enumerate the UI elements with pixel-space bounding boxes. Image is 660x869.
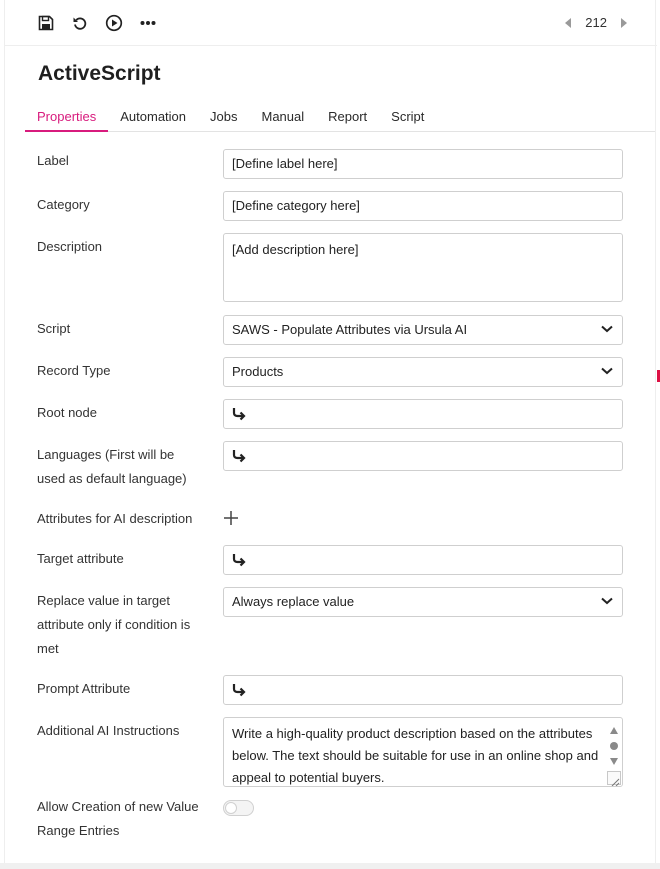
link-arrow-icon	[232, 553, 246, 567]
link-arrow-icon	[232, 407, 246, 421]
languages-label-line2: used as default language)	[37, 471, 187, 486]
editor-panel	[4, 0, 656, 863]
record-type-field-label: Record Type	[37, 363, 111, 378]
allow-creation-toggle[interactable]	[223, 800, 254, 816]
root-node-field-label: Root node	[37, 405, 97, 420]
undo-icon[interactable]	[69, 12, 91, 34]
record-number: 212	[585, 15, 607, 30]
replace-condition-label-line2: attribute only if condition is	[37, 617, 191, 632]
save-icon[interactable]	[35, 12, 57, 34]
replace-condition-select[interactable]	[223, 587, 623, 617]
record-type-select-value: Products	[232, 364, 284, 379]
play-icon[interactable]	[103, 12, 125, 34]
category-input[interactable]: [Define category here]	[223, 191, 623, 221]
description-field-label: Description	[37, 239, 103, 254]
ai-instructions-line1: Write a high-quality product description based on the attributes	[232, 726, 593, 741]
allow-creation-field-label	[37, 795, 207, 843]
replace-condition-select-value: Always replace value	[232, 594, 355, 609]
prompt-attribute-field-label: Prompt Attribute	[37, 681, 131, 696]
bottom-edge	[0, 863, 660, 869]
script-select-value: SAWS - Populate Attributes via Ursula AI	[232, 322, 468, 337]
tab-automation[interactable]: Automation	[120, 109, 187, 124]
more-icon[interactable]	[137, 12, 159, 34]
root-node-input[interactable]	[223, 399, 623, 429]
prompt-attribute-input[interactable]	[223, 675, 623, 705]
chevron-down-icon	[601, 597, 613, 605]
ai-instructions-textarea[interactable]	[223, 717, 623, 787]
replace-condition-field-label	[37, 589, 207, 661]
add-icon[interactable]	[223, 510, 239, 526]
ai-attributes-field-label: Attributes for AI description	[37, 511, 193, 526]
replace-condition-label-line1: Replace value in target	[37, 593, 170, 608]
allow-creation-label-line1: Allow Creation of new Value	[37, 799, 199, 814]
textarea-scrollbar[interactable]	[609, 722, 619, 772]
languages-input[interactable]	[223, 441, 623, 471]
next-arrow-icon[interactable]	[621, 18, 627, 28]
label-input[interactable]: [Define label here]	[223, 149, 623, 179]
description-textarea[interactable]: [Add description here]	[223, 233, 623, 302]
resize-handle-icon[interactable]	[607, 771, 621, 785]
previous-arrow-icon[interactable]	[565, 18, 571, 28]
chevron-down-icon	[601, 325, 613, 333]
link-arrow-icon	[232, 683, 246, 697]
ai-instructions-field-label: Additional AI Instructions	[37, 723, 180, 738]
script-select[interactable]	[223, 315, 623, 345]
tab-script[interactable]: Script	[391, 109, 425, 124]
tab-manual[interactable]: Manual	[261, 109, 305, 124]
tab-jobs[interactable]: Jobs	[210, 109, 238, 124]
ai-instructions-line2: below. The text should be suitable for use in an online shop and	[232, 748, 599, 763]
target-attribute-input[interactable]	[223, 545, 623, 575]
target-attribute-field-label: Target attribute	[37, 551, 124, 566]
toolbar	[5, 0, 657, 46]
languages-label-line1: Languages (First will be	[37, 447, 175, 462]
ai-instructions-line3: appeal to potential buyers.	[232, 770, 385, 785]
script-field-label: Script	[37, 321, 71, 336]
allow-creation-label-line2: Range Entries	[37, 823, 120, 838]
label-field-label: Label	[37, 153, 69, 168]
page-title: ActiveScript	[38, 62, 161, 85]
toggle-knob	[225, 802, 237, 814]
tab-bar	[25, 104, 655, 132]
chevron-down-icon	[601, 367, 613, 375]
languages-field-label	[37, 443, 207, 491]
link-arrow-icon	[232, 449, 246, 463]
category-field-label: Category	[37, 197, 90, 212]
record-pager	[565, 15, 627, 30]
record-type-select[interactable]	[223, 357, 623, 387]
replace-condition-label-line3: met	[37, 641, 59, 656]
tab-report[interactable]: Report	[328, 109, 368, 124]
tab-properties[interactable]: Properties	[25, 104, 108, 132]
